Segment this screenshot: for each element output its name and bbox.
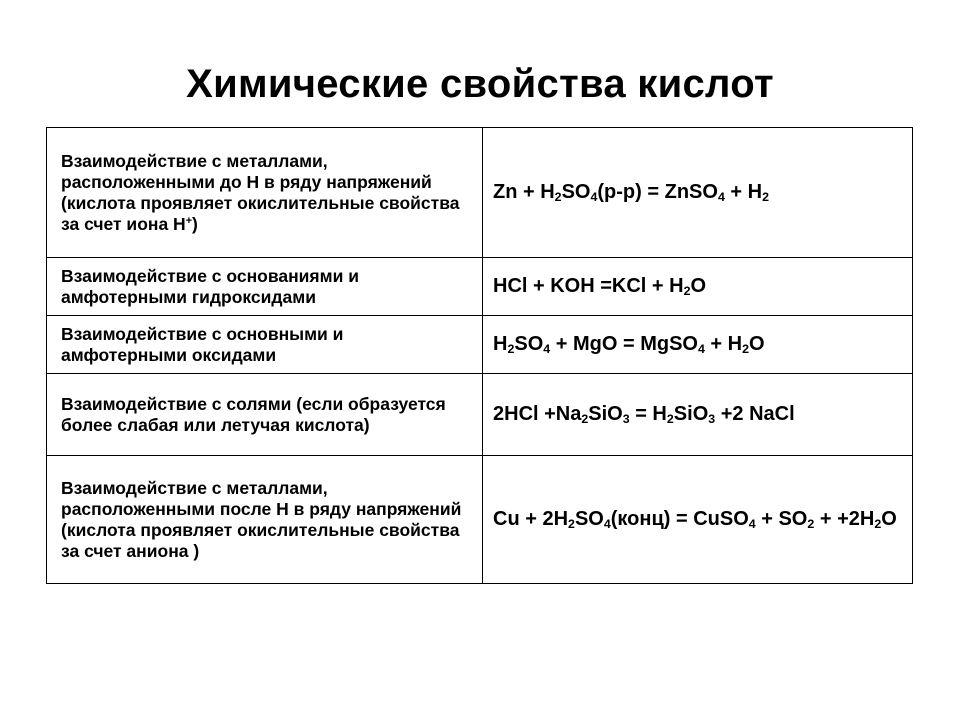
equation-text: SO [574,508,604,530]
subscript: 2 [742,342,750,357]
equation-text: O [690,275,707,297]
reaction-equation-cell [483,258,913,316]
equation-text: O [749,333,765,355]
description-text: Взаимодействие с солями (если образуется более слабая или летучая кислота) [61,393,446,435]
equation-text: H [493,333,508,355]
subscript: 3 [708,412,716,427]
equation-text: (конц) = CuSO [610,508,749,530]
subscript: 2 [581,412,589,427]
subscript: 2 [807,517,815,532]
reaction-description-cell [47,456,483,584]
description-text: Взаимодействие с металлами, расположенными до H в ряду напряжений (кислота проявляет окислительные свойства за счет иона H [61,150,460,234]
equation-text: Zn + H [493,181,555,203]
equation-text: + H [704,333,743,355]
subscript: 4 [697,342,705,357]
equation-text: SiO [588,403,623,425]
table-row [47,456,913,584]
charge-superscript: + [185,214,193,227]
subscript: 4 [748,517,756,532]
subscript: 3 [622,412,630,427]
subscript: 4 [717,190,725,205]
reaction-description-cell [47,316,483,374]
equation-text: SiO [673,403,709,425]
reaction-equation-cell [483,316,913,374]
description-text: Взаимодействие с основными и амфотерными оксидами [61,323,344,365]
equation-text: SO [514,333,544,355]
subscript: 2 [762,190,769,205]
reaction-equation-cell [483,374,913,456]
reaction-equation-cell [483,128,913,258]
reaction-description-cell [47,374,483,456]
description-text: ) [192,213,198,234]
table-row [47,128,913,258]
table-row [47,316,913,374]
equation-text: (р-р) = ZnSO [597,181,718,203]
subscript: 2 [874,517,882,532]
slide-title: Химические свойства кислот [186,62,774,106]
subscript: 2 [554,190,562,205]
reaction-description-cell [47,128,483,258]
equation-text: Cu + 2H [493,508,569,530]
subscript: 4 [543,342,551,357]
acid-properties-table [46,127,913,584]
equation-text: SO [561,181,591,203]
subscript: 2 [507,342,515,357]
equation-text: + MgO = MgSO [550,333,698,355]
subscript: 2 [666,412,674,427]
description-text: Взаимодействие с металлами, расположенными после H в ряду напряжений (кислота проявляет окислительные свойства за счет аниона ) [61,477,462,561]
equation-text: + H [724,181,763,203]
reaction-description-cell [47,258,483,316]
subscript: 4 [603,517,611,532]
subscript: 4 [590,190,598,205]
equation-text: + SO [755,508,808,530]
table-row [47,374,913,456]
equation-text: + +2H [814,508,875,530]
equation-text: HCl + KOH =KCl + H [493,275,684,297]
table-row [47,258,913,316]
equation-text: = H [629,403,667,425]
description-text: Взаимодействие с основаниями и амфотерными гидроксидами [61,265,359,307]
equation-text: O [881,508,897,530]
reaction-equation-cell [483,456,913,584]
equation-text: +2 NaCl [715,403,795,425]
subscript: 2 [568,517,575,532]
equation-text: 2HCl +Na [493,403,582,425]
subscript: 2 [683,284,691,299]
